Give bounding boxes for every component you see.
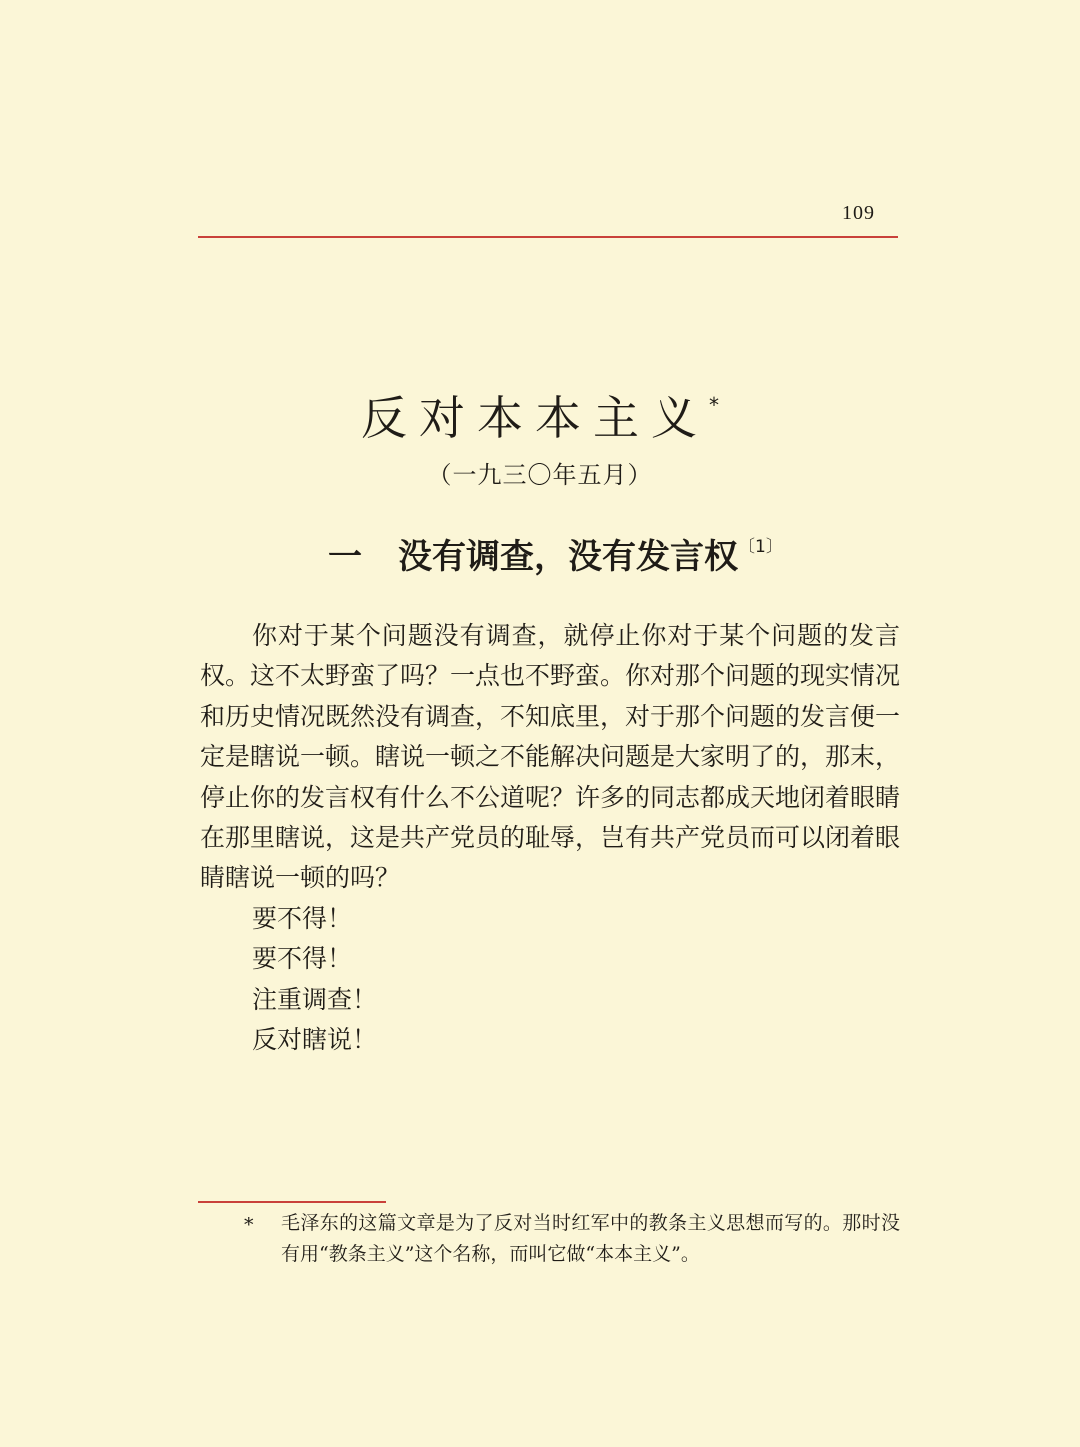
footnote (244, 1208, 900, 1270)
article-title (0, 388, 1080, 457)
footnote-mark: * (244, 1214, 254, 1236)
section-heading (328, 532, 783, 588)
exclamation-line: 要不得！ (252, 944, 353, 974)
section-number: 一 (328, 537, 362, 577)
exclamation-line: 注重调查！ (252, 984, 378, 1014)
exclamation-line: 反对瞎说！ (252, 1025, 378, 1055)
exclamation-line: 要不得！ (252, 903, 353, 933)
header-rule (198, 236, 898, 238)
section-heading-text: 没有调查，没有发言权 (398, 537, 738, 577)
article-title-text: 反对本本主义 (361, 391, 709, 445)
section-note-ref: 〔1〕 (738, 537, 783, 557)
title-footnote-mark: * (709, 393, 719, 417)
body-paragraph: 你对于某个问题没有调查，就停止你对于某个问题的发言权。这不太野蛮了吗？一点也不野蛮。你对那个问题的现实情况和历史情况既然没有调查，不知底里，对于那个问题的发言便一定是瞎说一顿。瞎说一顿之不能解决问题是大家明了的，那末，停止你的发言权有什么不公道呢？许多的同志都成天地闭着眼睛在那里瞎说，这是共产党员的耻辱，岂有共产党员而可以闭着眼睛瞎说一顿的吗？ (200, 621, 901, 893)
article-date: （一九三〇年五月） (427, 461, 653, 489)
page-number: 109 (842, 202, 875, 224)
footnote-text: 毛泽东的这篇文章是为了反对当时红军中的教条主义思想而写的。那时没有用“教条主义”这个名称，而叫它做“本本主义”。 (281, 1212, 900, 1265)
footnote-rule (198, 1201, 386, 1203)
body-text (200, 616, 900, 1060)
